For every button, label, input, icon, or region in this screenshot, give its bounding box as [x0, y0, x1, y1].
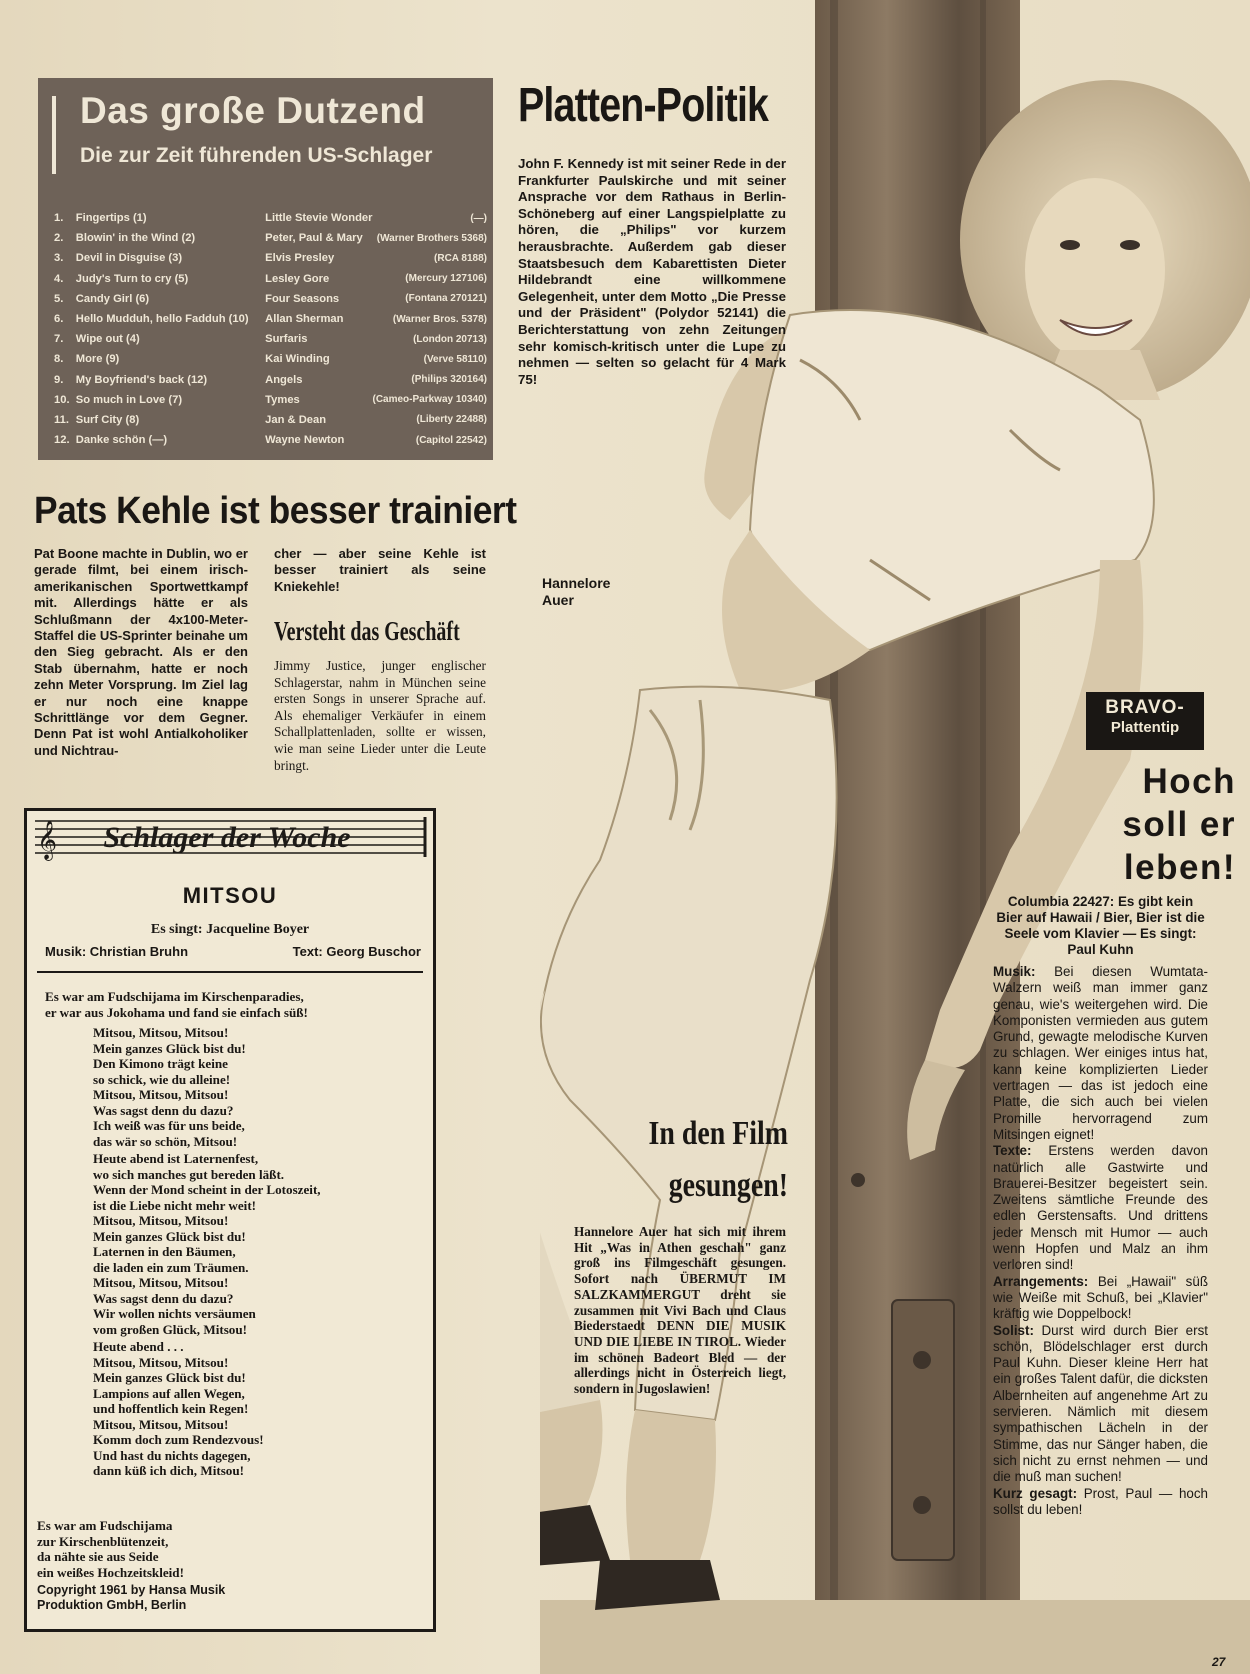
chart-label: (Verve 58110)	[423, 353, 487, 365]
chart-song-title: Fingertips (1)	[75, 212, 147, 225]
film-headline-line: gesungen!	[668, 1167, 788, 1204]
chart-song-title: Wipe out (4)	[75, 333, 140, 346]
lyric-line: Heute abend ist Laternenfest,	[93, 1151, 259, 1166]
song-intro	[45, 989, 308, 1020]
chart-song-title: Hello Mudduh, hello Fadduh (10)	[75, 313, 249, 326]
chart-accent-bar	[52, 96, 56, 174]
lyric-line: Wenn der Mond scheint in der Lotoszeit,	[93, 1182, 321, 1197]
chart-label: (Capitol 22542)	[415, 434, 487, 446]
lyric-line: Mitsou, Mitsou, Mitsou!	[93, 1275, 229, 1290]
chart-row	[54, 248, 487, 268]
lyric-line: Mitsou, Mitsou, Mitsou!	[93, 1416, 229, 1432]
chart-artist: Little Stevie Wonder	[265, 212, 373, 225]
review-label: Texte:	[993, 1143, 1032, 1159]
chart-song-title: Devil in Disguise (3)	[75, 252, 183, 265]
review-release: Columbia 22427: Es gibt kein Bier auf Hawaii / Bier, Bier ist die Seele vom Klavier — Es singt: Paul Kuhn	[996, 894, 1205, 957]
copyright-line: Copyright 1961 by Hansa Musik	[37, 1583, 226, 1597]
song-outro	[37, 1518, 184, 1580]
review-label: Kurz gesagt:	[993, 1485, 1078, 1501]
chart-label: (Liberty 22488)	[416, 414, 487, 426]
chart-subtitle: Die zur Zeit führenden US-Schlager	[80, 144, 433, 167]
lyric-line: Es war am Fudschijama	[37, 1518, 173, 1533]
chart-artist: Elvis Presley	[265, 252, 335, 265]
lyric-line: das wär so schön, Mitsou!	[93, 1133, 238, 1149]
review-text: Erstens werden davon natürlich alle Gastwirte und Brauerei-Besitzer begeistert sein. Zweitens sämtliche Freunde des edlen Gerstensafts. Und drittens jeder Mensch mit Humor — auch wenn Hopfen und Malz an ihm verloren sind!	[993, 1143, 1208, 1273]
hoch-headline-line: leben!	[1123, 848, 1236, 887]
review-text: Prost, Paul — hoch sollst du leben!	[993, 1485, 1208, 1517]
lyric-line: Mein ganzes Glück bist du!	[93, 1040, 246, 1056]
review-text: Bei „Hawaii" süß wie Weiße mit Schuß, bei „Klavier" kräftig wie Doppelbock!	[993, 1273, 1208, 1322]
lyric-line: Mitsou, Mitsou, Mitsou!	[93, 1025, 229, 1040]
copyright-line: Produktion GmbH, Berlin	[37, 1598, 187, 1612]
pats-kehle-headline: Pats Kehle ist besser trainiert	[34, 490, 517, 532]
chart-position: 11.	[54, 413, 69, 426]
versteht-body: Jimmy Justice, junger englischer Schlagerstar, nahm in München seine ersten Songs in unserer Sprache auf. Als ehemaliger Verkäufer in einem Schallplattenladen, sollte er wissen, wie man seine Lieder unter die Leute bringt.	[274, 658, 486, 773]
hoch-headline-line: Hoch	[1142, 762, 1236, 801]
chart-song-title: More (9)	[75, 353, 120, 366]
lyric-line: Was sagst denn du dazu?	[93, 1290, 234, 1306]
chart-label: (Warner Brothers 5368)	[376, 232, 487, 244]
chart-song-title: My Boyfriend's back (12)	[75, 373, 208, 386]
lyric-line: Und hast du nichts dagegen,	[93, 1447, 251, 1463]
chart-row	[54, 410, 487, 430]
schlager-der-woche-box	[24, 808, 436, 1632]
review-label: Musik:	[993, 964, 1036, 979]
pats-kehle-body-col2: cher — aber seine Kehle ist besser trainiert als seine Kniekehle!	[274, 546, 486, 594]
music-staff-header	[27, 811, 433, 863]
chart-position: 7.	[54, 333, 64, 346]
chart-artist: Tymes	[265, 393, 300, 406]
bravo-review-body	[993, 894, 1208, 1518]
review-texte	[993, 1143, 1208, 1273]
lyric-line: Den Kimono trägt keine	[93, 1056, 228, 1071]
song-copyright	[37, 1583, 225, 1613]
review-text: Bei diesen Wumtata-Walzern weiß man immer ganz genau, wie's weitergehen wird. Die Komponisten vermieden aus gutem Grund, gewagte melodische Kurven zu schlagen. Wer einiges intus hat, kann keine komplizierten Lieder vertragen — das ist jedoch eine Platte, die sich auch bei vielen Promille hervorragend zum Mitsingen eignet!	[993, 964, 1208, 1142]
caption-line-1: Hannelore	[542, 575, 611, 591]
chart-label: (Fontana 270121)	[405, 293, 487, 305]
lyric-line: Komm doch zum Rendezvous!	[93, 1432, 264, 1447]
chart-artist: Four Seasons	[265, 292, 340, 305]
song-box-header: Schlager der Woche	[103, 821, 351, 854]
chart-artist: Jan & Dean	[265, 413, 327, 426]
chart-position: 6.	[54, 313, 64, 326]
chart-label: (Mercury 127106)	[405, 273, 487, 285]
chart-position: 3.	[54, 252, 64, 265]
badge-line-2: Plattentip	[1110, 719, 1180, 736]
chart-row	[54, 370, 487, 390]
chart-song-title: Candy Girl (6)	[75, 292, 150, 305]
chart-song-title: Danke schön (—)	[75, 434, 168, 447]
hoch-headline	[1000, 760, 1236, 889]
chart-label: (Philips 320164)	[411, 374, 487, 386]
song-music-credit: Musik: Christian Bruhn	[45, 944, 189, 959]
chart-position: 8.	[54, 353, 64, 366]
lyric-line: ein weißes Hochzeitskleid!	[37, 1564, 184, 1580]
chart-artist: Kai Winding	[265, 353, 330, 366]
platten-politik-body: John F. Kennedy ist mit seiner Rede in der Frankfurter Paulskirche und mit seiner Ansprache vor dem Rathaus in Berlin-Schöneberg auf einer Langspielplatte zu hören, die „Philips" vor kurzem herausbrachte. Außerdem gab dieser Staatsbesuch dem Kabarettisten Dieter Hildebrandt eine willkommene Gelegenheit, unter dem Motto „Die Presse und der Präsident" (Polydor 52141) die Berichterstattung von zehn Zeitungen sehr komisch-kritisch unter die Lupe zu nehmen — selten so gelacht für 4 Mark 75!	[518, 156, 786, 387]
badge-line-1: BRAVO-	[1105, 697, 1185, 718]
chart-table	[54, 208, 487, 450]
film-headline	[624, 1108, 788, 1212]
lyric-line: Heute abend . . .	[93, 1339, 184, 1354]
lyric-line: Mein ganzes Glück bist du!	[93, 1370, 246, 1385]
lyric-line: und hoffentlich kein Regen!	[93, 1401, 249, 1416]
chart-position: 5.	[54, 292, 64, 305]
platten-politik-headline: Platten-Politik	[518, 79, 769, 132]
chart-song-title: Surf City (8)	[75, 413, 140, 426]
chart-position: 9.	[54, 373, 64, 386]
hoch-headline-line: soll er	[1122, 805, 1236, 844]
lyric-line: Ich weiß was für uns beide,	[93, 1118, 245, 1133]
chart-artist: Surfaris	[265, 333, 308, 346]
chart-song-title: Judy's Turn to cry (5)	[75, 272, 189, 285]
review-musik	[993, 964, 1208, 1143]
review-kurz	[993, 1486, 1208, 1519]
lyric-line: dann küß ich dich, Mitsou!	[93, 1463, 244, 1478]
photo-caption	[542, 575, 610, 609]
chart-song-title: So much in Love (7)	[75, 393, 183, 406]
chart-label: (London 20713)	[413, 333, 487, 345]
chart-row	[54, 349, 487, 369]
lyric-line: Lampions auf allen Wegen,	[93, 1385, 245, 1401]
song-divider	[37, 971, 423, 973]
us-charts-box	[38, 78, 493, 460]
lyric-line: Mein ganzes Glück bist du!	[93, 1228, 246, 1244]
chart-row	[54, 309, 487, 329]
bravo-plattentip-badge	[1086, 692, 1204, 750]
chart-artist: Peter, Paul & Mary	[265, 232, 363, 245]
lyric-line: Mitsou, Mitsou, Mitsou!	[93, 1213, 229, 1228]
chart-song-title: Blowin' in the Wind (2)	[75, 232, 196, 245]
page-number: 27	[1212, 1655, 1226, 1669]
lyric-line: Mitsou, Mitsou, Mitsou!	[93, 1087, 229, 1102]
lyric-line: da nähte sie aus Seide	[37, 1549, 159, 1564]
chart-title: Das große Dutzend	[80, 90, 426, 131]
review-label: Solist:	[993, 1322, 1034, 1338]
chart-row	[54, 329, 487, 349]
lyric-line: ist die Liebe nicht mehr weit!	[93, 1197, 257, 1213]
song-title: MITSOU	[182, 883, 278, 908]
chart-row	[54, 208, 487, 228]
chart-label: (Warner Bros. 5378)	[392, 313, 487, 325]
chart-row	[54, 430, 487, 450]
chart-label: (—)	[470, 212, 487, 224]
chart-artist: Angels	[265, 373, 303, 386]
lyric-line: Was sagst denn du dazu?	[93, 1102, 234, 1118]
lyric-line: Es war am Fudschijama im Kirschenparadies,	[45, 989, 304, 1004]
lyric-line: Laternen in den Bäumen,	[93, 1244, 236, 1259]
song-lyrics-credit: Text: Georg Buschor	[292, 944, 421, 959]
chart-row	[54, 228, 487, 248]
chart-artist: Wayne Newton	[265, 434, 345, 447]
lyric-line: zur Kirschenblütenzeit,	[37, 1533, 169, 1549]
chart-artist: Allan Sherman	[265, 313, 344, 326]
pats-kehle-body-col1: Pat Boone machte in Dublin, wo er gerade filmt, bei einem irisch-amerikanischen Sportwettkampf mit. Allerdings hätte er als Schlußmann der 4x100-Meter-Staffel die US-Sprinter beinahe um den Sieg gebracht. Als er den Stab übernahm, hatte er noch zehn Meter Vorsprung. Im Ziel lag er nur noch eine knappe Schrittlänge vor dem Gegner. Denn Pat ist wohl Antialkoholiker und Nichtrau-	[34, 546, 248, 758]
film-body: Hannelore Auer hat sich mit ihrem Hit „Was in Athen geschah" ganz groß ins Filmgeschäft gesungen. Sofort nach ÜBERMUT IM SALZKAMMERGUT dreht sie zusammen mit Vivi Bach und Claus Biederstaedt DENN DIE MUSIK UND DIE LIEBE IN TIROL. Wieder im schönen Badeort Bled — der allerdings nicht in Österreich liegt, sondern in Jugoslawien!	[574, 1224, 786, 1397]
chart-position: 1.	[54, 212, 64, 225]
versteht-headline: Versteht das Geschäft	[274, 616, 460, 646]
caption-line-2: Auer	[542, 592, 574, 608]
review-text: Durst wird durch Bier erst schön, Blödelschlager erst durch Paul Kuhn. Dieser kleine Herr hat ein großes Talent dafür, die dicksten Albernheiten auf angenehme Art zu servieren. Nämlich mit diesem sympathischen Lächeln in der Stimme, das nur Sänger haben, die sich nicht zu ernst nehmen — und die muß man suchen!	[993, 1322, 1208, 1485]
chart-row	[54, 289, 487, 309]
review-label: Arrangements:	[993, 1273, 1089, 1289]
chart-artist: Lesley Gore	[265, 272, 330, 285]
chart-label: (RCA 8188)	[434, 252, 487, 264]
chart-position: 10.	[54, 393, 70, 406]
chart-position: 2.	[54, 232, 64, 245]
song-verse	[93, 1025, 321, 1479]
lyric-line: wo sich manches gut bereden läßt.	[93, 1166, 285, 1182]
chart-row	[54, 390, 487, 410]
chart-row	[54, 269, 487, 289]
film-headline-line: In den Film	[648, 1115, 788, 1152]
lyric-line: Wir wollen nichts versäumen	[93, 1306, 256, 1321]
chart-position: 4.	[54, 272, 64, 285]
lyric-line: Mitsou, Mitsou, Mitsou!	[93, 1354, 229, 1370]
lyric-line: die laden ein zum Träumen.	[93, 1259, 249, 1275]
treble-clef-icon: 𝄞	[37, 820, 58, 860]
lyric-line: vom großen Glück, Mitsou!	[93, 1321, 247, 1337]
song-singer: Es singt: Jacqueline Boyer	[150, 922, 310, 937]
review-solist	[993, 1323, 1208, 1486]
chart-position: 12.	[54, 434, 70, 447]
lyric-line: so schick, wie du alleine!	[93, 1071, 231, 1087]
lyric-line: er war aus Jokohama und fand sie einfach süß!	[45, 1004, 308, 1020]
chart-label: (Cameo-Parkway 10340)	[372, 394, 487, 406]
review-arrangements	[993, 1274, 1208, 1323]
